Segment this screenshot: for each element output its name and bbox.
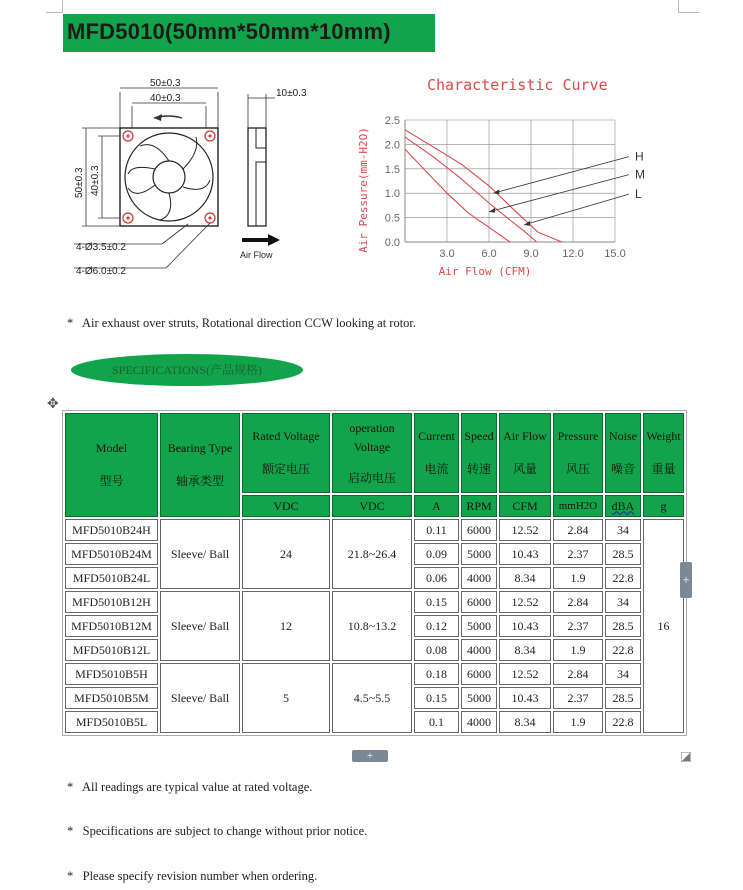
note-revision bbox=[67, 869, 317, 884]
noise-cell: 34 bbox=[605, 519, 641, 541]
operation-voltage-cell: 21.8~26.4 bbox=[332, 519, 412, 589]
add-column-button[interactable]: + bbox=[680, 562, 692, 598]
hole-spec-large: 4-Ø6.0±0.2 bbox=[76, 266, 126, 277]
model-cell: MFD5010B24M bbox=[65, 543, 158, 565]
x-tick-label: 12.0 bbox=[562, 248, 584, 260]
header-bearing: Bearing Type 轴承类型 bbox=[160, 413, 240, 517]
noise-cell: 28.5 bbox=[605, 615, 641, 637]
header-rated-voltage: Rated Voltage 额定电压 bbox=[242, 413, 330, 493]
chart-xlabel: Air Flow (CFM) bbox=[438, 265, 532, 278]
dim-thickness: 10±0.3 bbox=[276, 88, 307, 99]
specifications-table bbox=[62, 410, 687, 736]
page-corner-mark-right bbox=[678, 0, 699, 13]
speed-cell: 4000 bbox=[461, 711, 497, 733]
page-title: MFD5010(50mm*50mm*10mm) bbox=[67, 19, 391, 44]
note-readings bbox=[67, 780, 312, 795]
legend-label-M: M bbox=[635, 167, 645, 182]
airflow-cell: 8.34 bbox=[499, 567, 551, 589]
speed-cell: 4000 bbox=[461, 639, 497, 661]
table-row bbox=[65, 591, 684, 613]
pressure-cell: 2.84 bbox=[553, 519, 603, 541]
operation-voltage-cell: 4.5~5.5 bbox=[332, 663, 412, 733]
noise-cell: 22.8 bbox=[605, 567, 641, 589]
airflow-cell: 12.52 bbox=[499, 591, 551, 613]
y-tick-label: 1.5 bbox=[384, 163, 400, 176]
table-move-handle-icon[interactable]: ✥ bbox=[47, 397, 59, 412]
legend-label-H: H bbox=[635, 149, 644, 164]
rated-voltage-cell: 5 bbox=[242, 663, 330, 733]
noise-cell: 22.8 bbox=[605, 639, 641, 661]
dim-outer-width: 50±0.3 bbox=[150, 78, 181, 89]
x-tick-label: 6.0 bbox=[481, 248, 497, 260]
current-cell: 0.15 bbox=[414, 591, 459, 613]
current-cell: 0.12 bbox=[414, 615, 459, 637]
bearing-cell: Sleeve/ Ball bbox=[160, 519, 240, 589]
current-cell: 0.11 bbox=[414, 519, 459, 541]
header-operation-voltage: operation Voltage 启动电压 bbox=[332, 413, 412, 493]
curve-L bbox=[405, 149, 510, 242]
model-cell: MFD5010B5M bbox=[65, 687, 158, 709]
pointer-H bbox=[493, 157, 629, 194]
y-tick-label: 0.5 bbox=[384, 212, 400, 225]
current-cell: 0.06 bbox=[414, 567, 459, 589]
bearing-cell: Sleeve/ Ball bbox=[160, 663, 240, 733]
table-resize-handle-icon[interactable] bbox=[681, 752, 691, 762]
x-tick-label: 3.0 bbox=[439, 248, 455, 260]
speed-cell: 6000 bbox=[461, 663, 497, 685]
note-airflow-direction bbox=[67, 316, 416, 331]
unit-weight: g bbox=[643, 495, 684, 517]
model-cell: MFD5010B24L bbox=[65, 567, 158, 589]
curve-H bbox=[405, 130, 562, 242]
bearing-cell: Sleeve/ Ball bbox=[160, 591, 240, 661]
y-tick-label: 1.0 bbox=[384, 188, 400, 201]
current-cell: 0.09 bbox=[414, 543, 459, 565]
specifications-heading: SPECIFICATIONS(产品规格) bbox=[71, 354, 303, 386]
model-cell: MFD5010B12L bbox=[65, 639, 158, 661]
note-readings-text: All readings are typical value at rated voltage. bbox=[81, 780, 313, 794]
airflow-cell: 12.52 bbox=[499, 519, 551, 541]
fan-side-view bbox=[248, 128, 266, 226]
speed-cell: 4000 bbox=[461, 567, 497, 589]
table-row bbox=[65, 519, 684, 541]
dim-outer-height: 50±0.3 bbox=[74, 167, 85, 198]
noise-cell: 34 bbox=[605, 663, 641, 685]
noise-cell: 28.5 bbox=[605, 687, 641, 709]
bullet: * bbox=[67, 780, 74, 794]
speed-cell: 5000 bbox=[461, 687, 497, 709]
airflow-label: Air Flow bbox=[240, 250, 273, 260]
noise-cell: 34 bbox=[605, 591, 641, 613]
operation-voltage-cell: 10.8~13.2 bbox=[332, 591, 412, 661]
pointer-arrowhead bbox=[489, 208, 495, 213]
y-tick-label: 2.5 bbox=[384, 115, 400, 127]
model-cell: MFD5010B24H bbox=[65, 519, 158, 541]
current-cell: 0.08 bbox=[414, 639, 459, 661]
bullet: * bbox=[67, 824, 74, 838]
model-cell: MFD5010B12H bbox=[65, 591, 158, 613]
header-speed: Speed 转速 bbox=[461, 413, 497, 493]
pressure-cell: 2.37 bbox=[553, 687, 603, 709]
pressure-cell: 2.84 bbox=[553, 663, 603, 685]
model-cell: MFD5010B5H bbox=[65, 663, 158, 685]
pointer-L bbox=[524, 194, 629, 225]
characteristic-curve-chart bbox=[350, 70, 660, 285]
header-weight: Weight 重量 bbox=[643, 413, 684, 493]
speed-cell: 6000 bbox=[461, 591, 497, 613]
noise-cell: 22.8 bbox=[605, 711, 641, 733]
airflow-cell: 10.43 bbox=[499, 615, 551, 637]
chart-title: Characteristic Curve bbox=[427, 76, 608, 94]
header-model: Model 型号 bbox=[65, 413, 158, 517]
speed-cell: 6000 bbox=[461, 519, 497, 541]
rated-voltage-cell: 24 bbox=[242, 519, 330, 589]
current-cell: 0.15 bbox=[414, 687, 459, 709]
chart-ylabel: Air Pessure(mm-H2O) bbox=[357, 127, 370, 253]
airflow-cell: 10.43 bbox=[499, 687, 551, 709]
airflow-cell: 8.34 bbox=[499, 639, 551, 661]
unit-current: A bbox=[414, 495, 459, 517]
rated-voltage-cell: 12 bbox=[242, 591, 330, 661]
x-tick-label: 15.0 bbox=[604, 248, 626, 260]
airflow-cell: 10.43 bbox=[499, 543, 551, 565]
note-change bbox=[67, 824, 367, 839]
note-change-text: Specifications are subject to change without prior notice. bbox=[82, 824, 368, 838]
note-airflow-text: Air exhaust over struts, Rotational direction CCW looking at rotor. bbox=[81, 316, 417, 330]
current-cell: 0.18 bbox=[414, 663, 459, 685]
table-row bbox=[65, 663, 684, 685]
legend-label-L: L bbox=[635, 187, 642, 202]
unit-rated-voltage: VDC bbox=[242, 495, 330, 517]
header-pressure: Pressure 风压 bbox=[553, 413, 603, 493]
bullet: * bbox=[67, 316, 74, 330]
add-row-button[interactable]: + bbox=[352, 750, 388, 762]
x-tick-label: 9.0 bbox=[523, 248, 539, 260]
airflow-cell: 8.34 bbox=[499, 711, 551, 733]
weight-cell: 16 bbox=[643, 519, 684, 733]
header-noise: Noise 噪音 bbox=[605, 413, 641, 493]
hole-spec-small: 4-Ø3.5±0.2 bbox=[76, 242, 126, 253]
pressure-cell: 1.9 bbox=[553, 567, 603, 589]
unit-noise: dBA bbox=[605, 495, 641, 517]
note-revision-text: Please specify revision number when ordering. bbox=[82, 869, 318, 883]
model-cell: MFD5010B12M bbox=[65, 615, 158, 637]
header-current: Current 电流 bbox=[414, 413, 459, 493]
pressure-cell: 1.9 bbox=[553, 639, 603, 661]
y-tick-label: 2.0 bbox=[384, 139, 400, 152]
pressure-cell: 2.37 bbox=[553, 615, 603, 637]
header-airflow: Air Flow 风量 bbox=[499, 413, 551, 493]
speed-cell: 5000 bbox=[461, 615, 497, 637]
y-tick-label: 0.0 bbox=[384, 237, 400, 249]
pressure-cell: 2.84 bbox=[553, 591, 603, 613]
model-cell: MFD5010B5L bbox=[65, 711, 158, 733]
curve-M bbox=[405, 137, 537, 242]
page-corner-mark-left bbox=[46, 0, 63, 13]
fan-dimension-drawing bbox=[70, 70, 330, 280]
unit-speed: RPM bbox=[461, 495, 497, 517]
noise-cell: 28.5 bbox=[605, 543, 641, 565]
speed-cell: 5000 bbox=[461, 543, 497, 565]
unit-pressure: mmH2O bbox=[553, 495, 603, 517]
current-cell: 0.1 bbox=[414, 711, 459, 733]
airflow-cell: 12.52 bbox=[499, 663, 551, 685]
pressure-cell: 2.37 bbox=[553, 543, 603, 565]
bullet: * bbox=[67, 869, 74, 883]
pressure-cell: 1.9 bbox=[553, 711, 603, 733]
dim-inner-width: 40±0.3 bbox=[150, 93, 181, 104]
unit-operation-voltage: VDC bbox=[332, 495, 412, 517]
dim-inner-height: 40±0.3 bbox=[90, 165, 101, 196]
unit-airflow: CFM bbox=[499, 495, 551, 517]
title-bar bbox=[63, 14, 435, 52]
